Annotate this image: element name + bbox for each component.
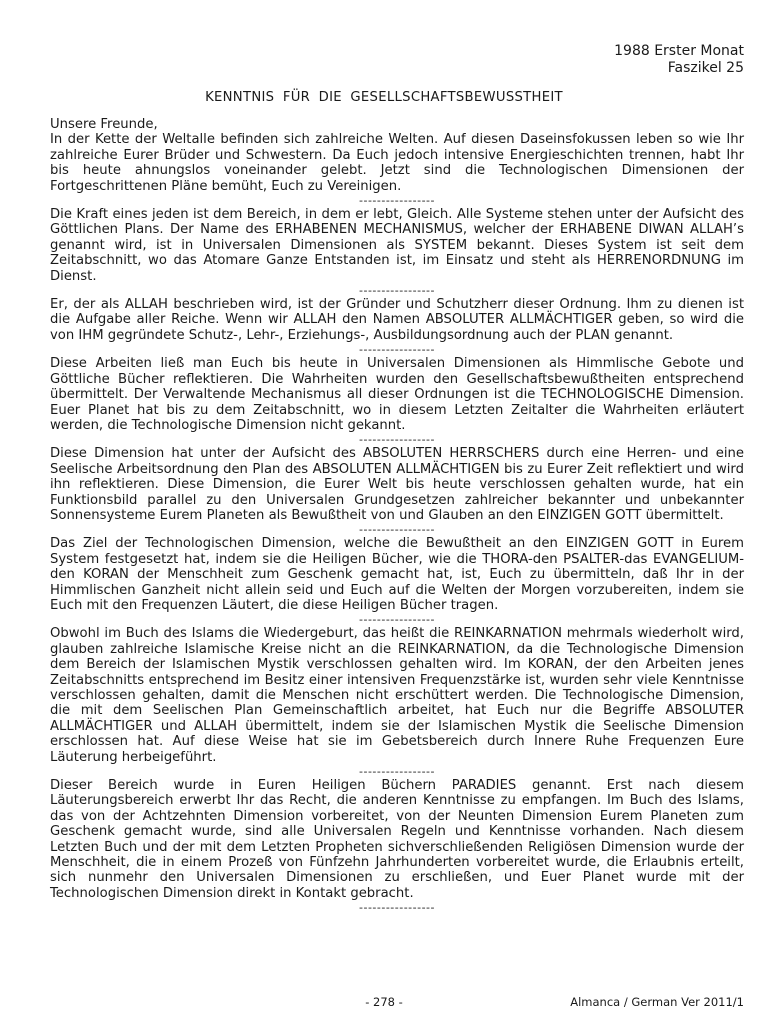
header-fascicle: Faszikel 25 [667, 60, 744, 76]
separator: ----------------- [359, 343, 435, 357]
separator: ----------------- [359, 194, 435, 208]
separator: ----------------- [359, 433, 435, 447]
paragraph-4: Diese Arbeiten ließ man Euch bis heute in Universalen Dimensionen als Himmlische Gebote und Göttliche Bücher reflektieren. Die Wahrheiten wurden den Gesellschaftsbewußtheiten entsprechend übermittelt. Der Verwaltende Mechanismus all dieser Ordnungen ist die TECHNOLOGISCHE Dimension. Euer Planet hat bis zu dem Zeitabschnitt, wo in diesem Letzten Zeitalter die Wahrheiten erläutert werden, die Technologische Dimension nicht gekannt. [50, 356, 744, 433]
document-body [50, 117, 744, 914]
separator: ----------------- [359, 284, 435, 298]
edition-label: Almanca / German Ver 2011/1 [570, 995, 744, 1009]
paragraph-5: Diese Dimension hat unter der Aufsicht des ABSOLUTEN HERRSCHERS durch eine Herren- und eine Seelische Arbeitsordnung den Plan des ABSOLUTEN ALLMÄCHTIGEN bis zu Eurer Zeit reflektiert und wird ihn reflektieren. Diese Dimension, die Eurer Welt bis heute verschlossen gehalten wurde, hat ein Funktionsbild parallel zu den Universalen Grundgesetzen zahlreicher bekannter und unbekannter Sonnensysteme Eurem Planeten als Bewußtheit von und Glauben an den EINZIGEN GOTT übermittelt. [50, 446, 744, 523]
paragraph-1: In der Kette der Weltalle befinden sich zahlreiche Welten. Auf diesen Daseinsfokussen leben so wie Ihr zahlreiche Eurer Brüder und Schwestern. Da Euch jedoch intensive Energieschichten trennen, habt Ihr bis heute ahnungslos voneinander gelebt. Jetzt sind die Technologischen Dimensionen der Fortgeschrittenen Pläne bemüht, Euch zu Vereinigen. [50, 132, 744, 194]
document-header [614, 43, 744, 77]
document-title: KENNTNIS FÜR DIE GESELLSCHAFTSBEWUSSTHEIT [205, 90, 563, 105]
paragraph-3: Er, der als ALLAH beschrieben wird, ist der Gründer und Schutzherr dieser Ordnung. Ihm zu dienen ist die Aufgabe aller Reiche. Wenn wir ALLAH den Namen ABSOLUTER ALLMÄCHTIGER geben, so wird die von IHM gegründete Schutz-, Lehr-, Erziehungs-, Ausbildungsordnung auch der PLAN genannt. [50, 297, 744, 343]
paragraph-7: Obwohl im Buch des Islams die Wiedergeburt, das heißt die REINKARNATION mehrmals wiederholt wird, glauben zahlreiche Islamische Kreise nicht an die REINKARNATION, da die Technologische Dimension dem Bereich der Islamischen Mystik verschlossen gehalten wird. Im KORAN, der den Arbeiten jenes Zeitabschnitts entsprechend im Besitz einer intensiven Frequenzstärke ist, wurden sehr viele Kenntnisse verschlossen gehalten, damit die Menschen nicht erschüttert werden. Die Technologische Dimension, die mit dem Seelischen Plan Gemeinschaftlich arbeitet, hat Euch nur die Begriffe ABSOLUTER ALLMÄCHTIGER und ALLAH übermittelt, indem sie der Islamischen Mystik die Seelische Dimension erschlossen hat. Auf diese Weise hat sie im Gebetsbereich durch Innere Ruhe Frequenzen Eure Läuterung herbeigeführt. [50, 626, 744, 765]
paragraph-2: Die Kraft eines jeden ist dem Bereich, in dem er lebt, Gleich. Alle Systeme stehen unter der Aufsicht des Göttlichen Plans. Der Name des ERHABENEN MECHANISMUS, welcher der ERHABENE DIWAN ALLAH’s genannt wird, ist in Universalen Dimensionen als SYSTEM bekannt. Dieses System ist seit dem Zeitabschnitt, wo das Atomare Ganze Entstanden ist, im Einsatz und steht als HERRENORDNUNG im Dienst. [50, 207, 744, 284]
separator: ----------------- [359, 765, 435, 779]
separator: ----------------- [359, 523, 435, 537]
separator: ----------------- [359, 613, 435, 627]
salutation: Unsere Freunde, [50, 117, 158, 132]
header-date: 1988 Erster Monat [614, 43, 744, 59]
paragraph-6: Das Ziel der Technologischen Dimension, welche die Bewußtheit an den EINZIGEN GOTT in Eurem System festgesetzt hat, indem sie die Heiligen Bücher, wie die THORA-den PSALTER-das EVANGELIUM-den KORAN der Menschheit zum Geschenk gemacht hat, ist, Euch zu übermitteln, daß Ihr in der Himmlischen Ganzheit nicht allein seid und Euch auf die Welten der Morgen vorzubereiten, indem sie Euch mit den Frequenzen Läutert, die diese Heiligen Bücher tragen. [50, 536, 744, 613]
page-number: - 278 - [365, 995, 403, 1009]
separator: ----------------- [359, 901, 435, 915]
paragraph-8: Dieser Bereich wurde in Euren Heiligen Büchern PARADIES genannt. Erst nach diesem Läuterungsbereich erwerbt Ihr das Recht, die anderen Kenntnisse zu empfangen. Im Buch des Islams, das von der Achtzehnten Dimension vorbereitet, von der Neunten Dimension Eurem Planeten zum Geschenk gemacht wurde, sind alle Universalen Regeln und Kenntnisse vorhanden. Nach diesem Letzten Buch und der mit dem Letzten Propheten sichverschließenden Religiösen Dimension wurde der Menschheit, die in einem Prozeß von Fünfzehn Jahrhunderten vorbereitet wurde, die Erlaubnis erteilt, sich nunmehr den Universalen Dimensionen zu erschließen, und Euer Planet wurde mit der Technologischen Dimension direkt in Kontakt gebracht. [50, 778, 744, 901]
